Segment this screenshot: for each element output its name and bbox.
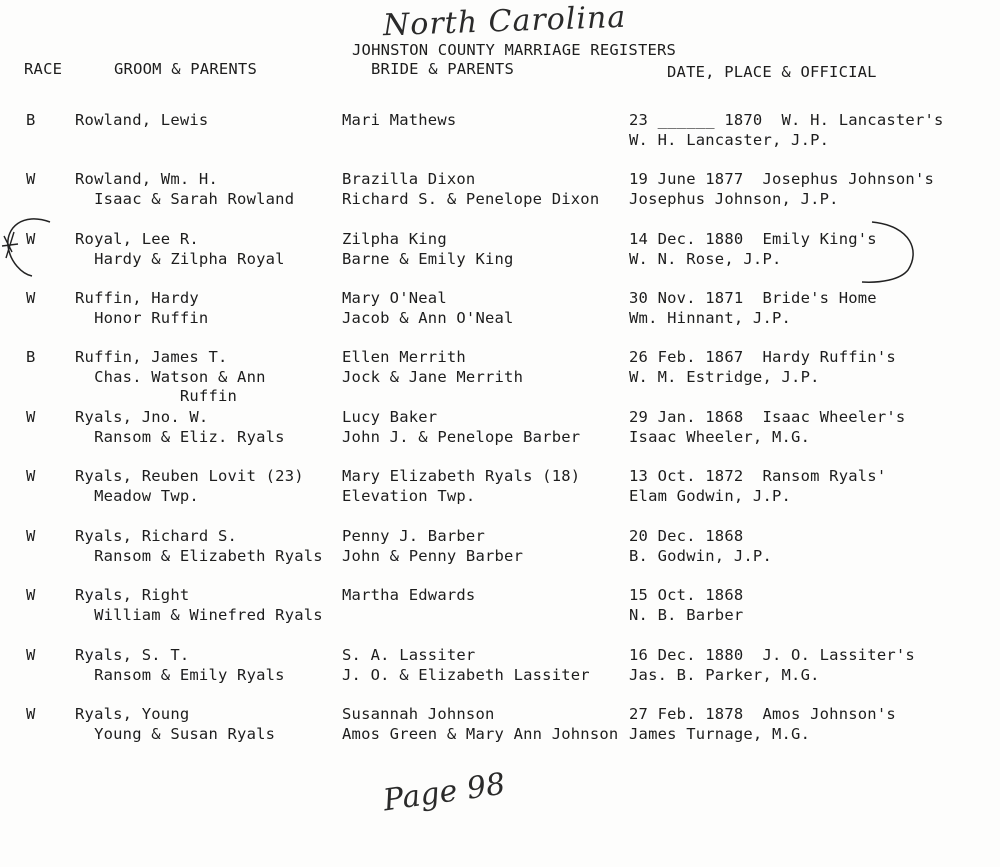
column-header-race: RACE xyxy=(24,60,63,78)
record-bride-line: Susannah Johnson xyxy=(342,705,495,723)
record-bride-line: Lucy Baker xyxy=(342,408,438,426)
record-bride-line: Jacob & Ann O'Neal xyxy=(342,308,514,327)
record-bride-line: Richard S. & Penelope Dixon xyxy=(342,189,600,208)
record-groom-line: William & Winefred Ryals xyxy=(75,605,323,624)
record-date-line: N. B. Barber xyxy=(629,605,744,624)
record-groom-line: Ryals, S. T. xyxy=(75,646,190,664)
record-bride-line: Zilpha King xyxy=(342,230,447,248)
right-bracket-mark xyxy=(862,222,913,282)
record-race: W xyxy=(26,527,36,545)
column-header-date: DATE, PLACE & OFFICIAL xyxy=(667,63,877,81)
record-groom-line: Young & Susan Ryals xyxy=(75,724,276,743)
record-race: W xyxy=(26,289,36,307)
record-groom-line: Hardy & Zilpha Royal xyxy=(75,249,285,268)
record-groom-line: Royal, Lee R. xyxy=(75,230,199,248)
record-groom-line: Rowland, Lewis xyxy=(75,111,209,129)
record-bride-line: Mary O'Neal xyxy=(342,289,447,307)
record-groom-line: Ruffin, James T. xyxy=(75,348,228,366)
record-date-line: 15 Oct. 1868 xyxy=(629,586,744,604)
record-date-line: 13 Oct. 1872 Ransom Ryals' xyxy=(629,467,887,485)
column-header-bride: BRIDE & PARENTS xyxy=(371,60,514,78)
record-groom-line: Ransom & Emily Ryals xyxy=(75,665,285,684)
record-race: W xyxy=(26,408,36,426)
record-bride-line: Barne & Emily King xyxy=(342,249,514,268)
record-bride-line: Amos Green & Mary Ann Johnson xyxy=(342,724,619,743)
record-groom-line: Ryals, Reuben Lovit (23) xyxy=(75,467,304,485)
record-date-line: Elam Godwin, J.P. xyxy=(629,486,792,505)
record-bride-line: Brazilla Dixon xyxy=(342,170,476,188)
record-date-line: 29 Jan. 1868 Isaac Wheeler's xyxy=(629,408,906,426)
record-groom-line: Isaac & Sarah Rowland xyxy=(75,189,295,208)
handwritten-page-number: Page 98 xyxy=(381,766,508,819)
record-bride-line: Penny J. Barber xyxy=(342,527,485,545)
record-date-line: W. N. Rose, J.P. xyxy=(629,249,782,268)
record-groom-line: Ryals, Richard S. xyxy=(75,527,238,545)
record-bride-line: Martha Edwards xyxy=(342,586,476,604)
record-groom-line: Ransom & Eliz. Ryals xyxy=(75,427,285,446)
record-date-line: 26 Feb. 1867 Hardy Ruffin's xyxy=(629,348,896,366)
record-race: W xyxy=(26,467,36,485)
handwritten-state-annotation: North Carolina xyxy=(382,0,627,44)
record-race: W xyxy=(26,230,36,248)
record-groom-line: Honor Ruffin xyxy=(75,308,209,327)
record-race: W xyxy=(26,170,36,188)
record-date-line: B. Godwin, J.P. xyxy=(629,546,772,565)
record-groom-line: Ruffin xyxy=(75,387,238,405)
record-bride-line: John J. & Penelope Barber xyxy=(342,427,581,446)
record-bride-line: Elevation Twp. xyxy=(342,486,476,505)
record-bride-line: John & Penny Barber xyxy=(342,546,524,565)
record-bride-line: Jock & Jane Merrith xyxy=(342,367,524,386)
register-title: JOHNSTON COUNTY MARRIAGE REGISTERS xyxy=(352,41,677,59)
record-date-line: Isaac Wheeler, M.G. xyxy=(629,427,811,446)
record-date-line: Jas. B. Parker, M.G. xyxy=(629,665,820,684)
left-bracket-mark xyxy=(8,219,50,276)
record-groom-line: Ryals, Right xyxy=(75,586,190,604)
record-race: W xyxy=(26,705,36,723)
record-race: W xyxy=(26,586,36,604)
record-groom-line: Ransom & Elizabeth Ryals xyxy=(75,546,323,565)
record-date-line: 23 ______ 1870 W. H. Lancaster's xyxy=(629,111,944,129)
record-date-line: W. M. Estridge, J.P. xyxy=(629,367,820,386)
record-bride-line: Mari Mathews xyxy=(342,111,457,129)
record-date-line: 30 Nov. 1871 Bride's Home xyxy=(629,289,877,307)
record-date-line: 14 Dec. 1880 Emily King's xyxy=(629,230,877,248)
record-race: B xyxy=(26,348,36,366)
record-date-line: James Turnage, M.G. xyxy=(629,724,811,743)
record-groom-line: Ryals, Young xyxy=(75,705,190,723)
record-date-line: Wm. Hinnant, J.P. xyxy=(629,308,792,327)
record-date-line: 20 Dec. 1868 xyxy=(629,527,744,545)
record-date-line: Josephus Johnson, J.P. xyxy=(629,189,839,208)
record-date-line: W. H. Lancaster, J.P. xyxy=(629,130,830,149)
record-race: B xyxy=(26,111,36,129)
record-groom-line: Chas. Watson & Ann xyxy=(75,367,266,386)
record-bride-line: Ellen Merrith xyxy=(342,348,466,366)
record-groom-line: Rowland, Wm. H. xyxy=(75,170,218,188)
record-bride-line: J. O. & Elizabeth Lassiter xyxy=(342,665,590,684)
record-groom-line: Ryals, Jno. W. xyxy=(75,408,209,426)
column-header-groom: GROOM & PARENTS xyxy=(114,60,257,78)
record-race: W xyxy=(26,646,36,664)
record-bride-line: Mary Elizabeth Ryals (18) xyxy=(342,467,581,485)
record-bride-line: S. A. Lassiter xyxy=(342,646,476,664)
record-date-line: 19 June 1877 Josephus Johnson's xyxy=(629,170,935,188)
record-date-line: 16 Dec. 1880 J. O. Lassiter's xyxy=(629,646,915,664)
record-groom-line: Ruffin, Hardy xyxy=(75,289,199,307)
record-date-line: 27 Feb. 1878 Amos Johnson's xyxy=(629,705,896,723)
record-groom-line: Meadow Twp. xyxy=(75,486,199,505)
